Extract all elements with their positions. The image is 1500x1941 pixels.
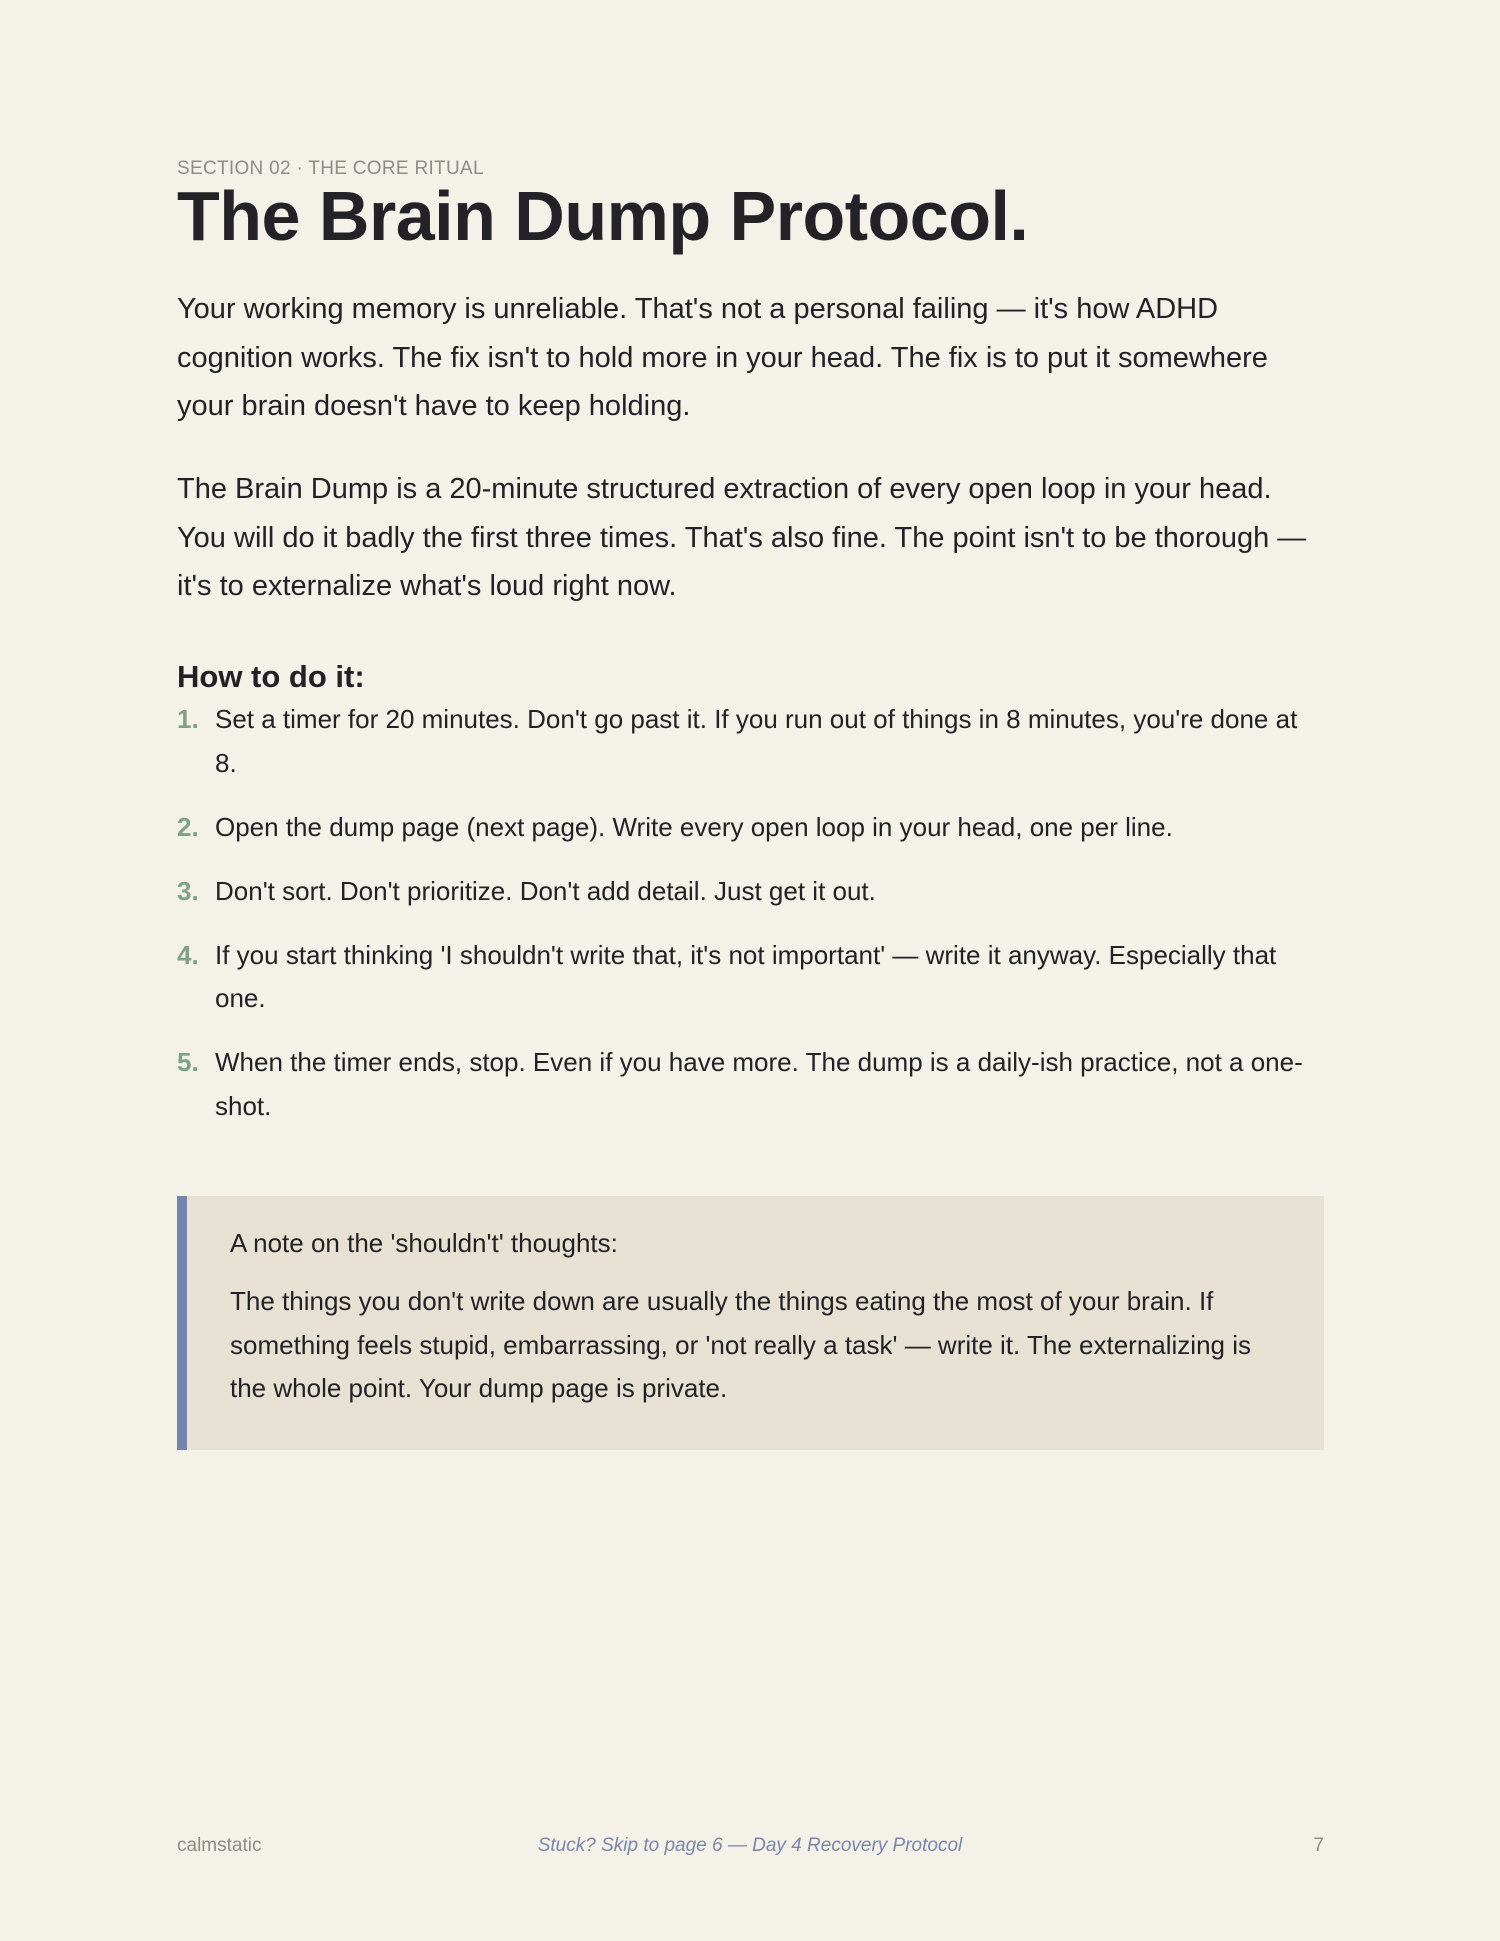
step-number: 5. [177,1047,199,1077]
footer-brand: calmstatic [177,1835,262,1856]
step-item [177,1041,1324,1128]
step-text: If you start thinking 'I shouldn't write that, it's not important' — write it anyway. Especially that one. [215,939,1277,1013]
step-item [177,934,1324,1021]
step-number: 3. [177,875,199,906]
intro-paragraph-1: Your working memory is unreliable. That's not a personal failing — it's how ADHD cognition works. The fix isn't to hold more in your head. The fix is to put it somewhere your brain doesn't have to keep holding. [177,293,1268,422]
step-item [177,698,1324,785]
step-text: Open the dump page (next page). Write every open loop in your head, one per line. [215,811,1173,842]
section-eyebrow: SECTION 02 · THE CORE RITUAL [177,158,484,179]
callout-body: The things you don't write down are usually the things eating the most of your brain. If something feels stupid, embarrassing, or 'not really a task' — write it. The externalizing is the whole point. Your dump page is private. [230,1286,1252,1403]
step-item [177,870,1324,914]
steps-list [177,698,1324,1149]
step-text: When the timer ends, stop. Even if you have more. The dump is a daily-ish practice, not a one-shot. [215,1047,1303,1121]
howto-heading: How to do it: [177,659,365,694]
step-number: 4. [177,939,199,970]
step-text: Don't sort. Don't prioritize. Don't add detail. Just get it out. [215,875,876,906]
footer-page-number: 7 [1313,1835,1324,1856]
intro-paragraph-2: The Brain Dump is a 20-minute structured extraction of every open loop in your head. You will do it badly the first three times. That's also fine. The point isn't to be thorough — it's to externalize what's loud right now. [177,473,1307,602]
step-number: 1. [177,704,199,734]
footer-skip-hint[interactable]: Stuck? Skip to page 6 — Day 4 Recovery Protocol [537,1835,963,1856]
step-text: Set a timer for 20 minutes. Don't go past it. If you run out of things in 8 minutes, you're done at 8. [215,704,1298,778]
callout-title: A note on the 'shouldn't' thoughts: [230,1228,618,1258]
step-item [177,806,1324,850]
shouldnt-note-callout [177,1196,1324,1450]
page-title: The Brain Dump Protocol. [177,177,1029,255]
step-number: 2. [177,811,199,842]
